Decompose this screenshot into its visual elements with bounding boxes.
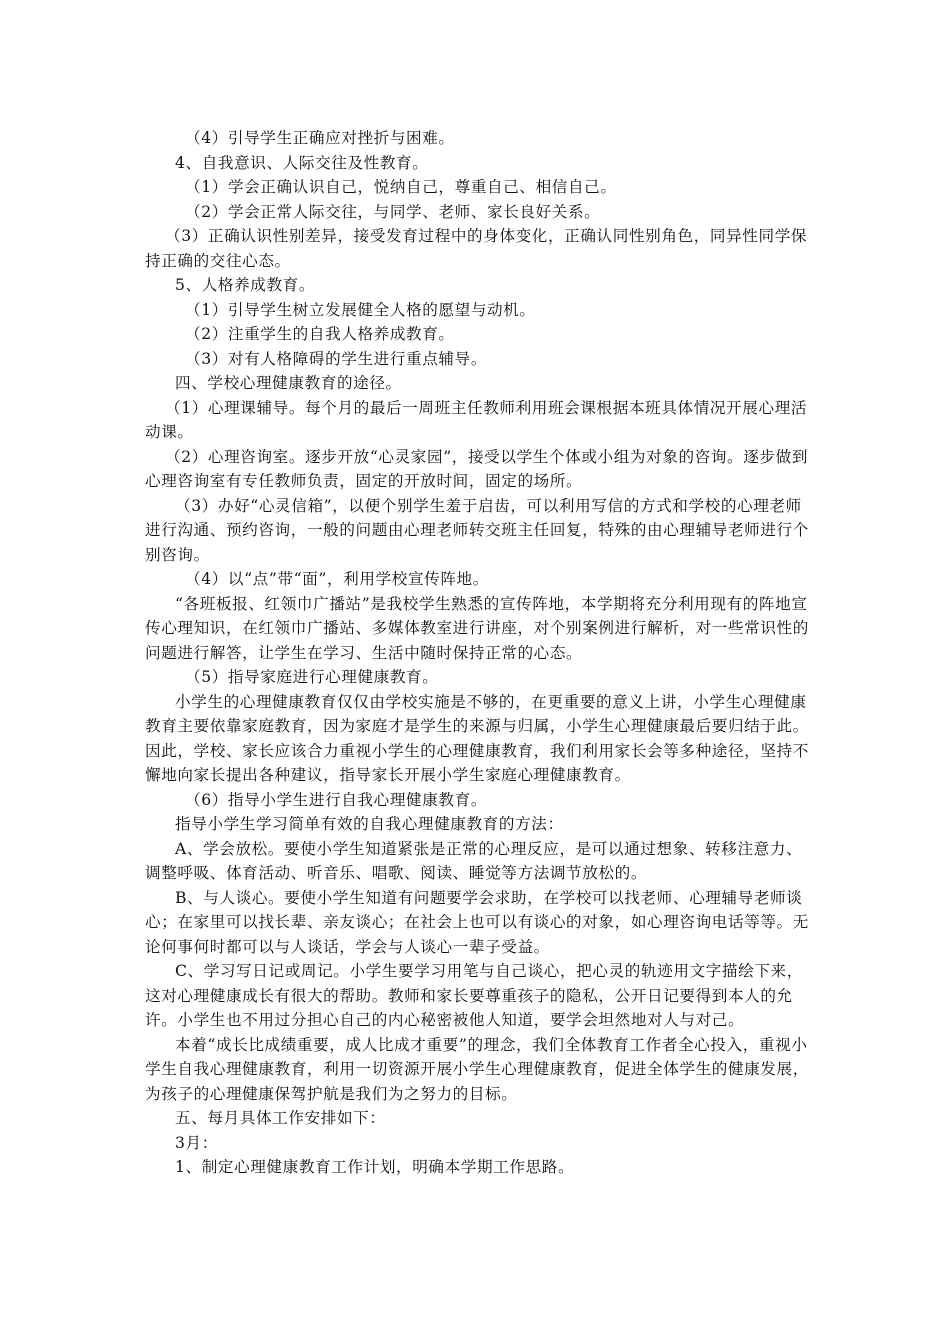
paragraph: （2）心理咨询室。逐步开放“心灵家园”，接受以学生个体或小组为对象的咨询。逐步做到心理咨询室有专任教师负责，固定的开放时间，固定的场所。: [145, 447, 809, 490]
paragraph: （1）引导学生树立发展健全人格的愿望与动机。: [185, 300, 536, 319]
paragraph: （4）引导学生正确应对挫折与困难。: [185, 129, 455, 147]
paragraph: 1、制定心理健康教育工作计划，明确本学期工作思路。: [175, 1158, 575, 1176]
paragraph: （3）办好“心灵信箱”，以便个别学生羞于启齿，可以利用写信的方式和学校的心理老师进行沟通、预约咨询，一般的问题由心理老师转交班主任回复，特殊的由心理辅导老师进行个别咨询。: [145, 496, 809, 564]
paragraph: C、学习写日记或周记。小学生要学习用笔与自己谈心，把心灵的轨迹用文字描绘下来，这对心理健康成长有很大的帮助。教师和家长要尊重孩子的隐私，公开日记要得到本人的允许。小学生也不用过分担心自己的内心秘密被他人知道，要学会坦然地对人与对己。: [145, 962, 803, 1029]
section-heading: 4、自我意识、人际交往及性教育。: [175, 153, 429, 172]
paragraph: （5）指导家庭进行心理健康教育。: [185, 668, 439, 686]
paragraph: （3）对有人格障碍的学生进行重点辅导。: [185, 349, 488, 368]
paragraph: （4）以“点”带“面”，利用学校宣传阵地。: [185, 570, 489, 588]
paragraph: （6）指导小学生进行自我心理健康教育。: [185, 790, 488, 809]
paragraph: 本着“成长比成绩重要，成人比成才重要”的理念，我们全体教育工作者全心投入，重视小学生自我心理健康教育，利用一切资源开展小学生心理健康教育，促进全体学生的健康发展，为孩子的心理健康保驾护航是我们为之努力的目标。: [145, 1035, 809, 1103]
paragraph: “各班板报、红领巾广播站”是我校学生熟悉的宣传阵地，本学期将充分利用现有的阵地宣传心理知识，在红领巾广播站、多媒体教室进行讲座，对个别案例进行解析，对一些常识性的问题进行解答，让学生在学习、生活中随时保持正常的心态。: [145, 594, 809, 662]
section-heading: 四、学校心理健康教育的途径。: [175, 374, 402, 392]
paragraph: （3）正确认识性别差异，接受发育过程中的身体变化，正确认同性别角色，同异性同学保持正确的交往心态。: [145, 227, 808, 270]
section-heading: 5、人格养成教育。: [175, 276, 316, 294]
paragraph: 指导小学生学习简单有效的自我心理健康教育的方法：: [175, 815, 564, 833]
paragraph: （2）注重学生的自我人格养成教育。: [185, 325, 455, 343]
section-heading: 五、每月具体工作安排如下：: [175, 1109, 386, 1127]
paragraph: （1）心理课辅导。每个月的最后一周班主任教师利用班会课根据本班具体情况开展心理活动课。: [145, 398, 808, 441]
paragraph: 3月：: [175, 1133, 218, 1152]
paragraph: （1）学会正确认识自己，悦纳自己，尊重自己、相信自己。: [185, 178, 617, 196]
paragraph: A、学会放松。要使小学生知道紧张是正常的心理反应，是可以通过想象、转移注意力、调整呼吸、体育活动、听音乐、唱歌、阅读、睡觉等方法调节放松的。: [145, 839, 803, 882]
paragraph: （2）学会正常人际交往，与同学、老师、家长良好关系。: [185, 202, 601, 221]
paragraph: B、与人谈心。要使小学生知道有问题要学会求助，在学校可以找老师、心理辅导老师谈心；在家里可以找长辈、亲友谈心；在社会上也可以有谈心的对象，如心理咨询电话等等。无论何事何时都可以与人谈话，学会与人谈心一辈子受益。: [145, 888, 809, 956]
document-body: [145, 126, 813, 1180]
paragraph: 小学生的心理健康教育仅仅由学校实施是不够的，在更重要的意义上讲，小学生心理健康教育主要依靠家庭教育，因为家庭才是学生的来源与归属，小学生心理健康最后要归结于此。因此，学校、家长应该合力重视小学生的心理健康教育，我们利用家长会等多种途径，坚持不懈地向家长提出各种建议，指导家长开展小学生家庭心理健康教育。: [145, 692, 809, 784]
